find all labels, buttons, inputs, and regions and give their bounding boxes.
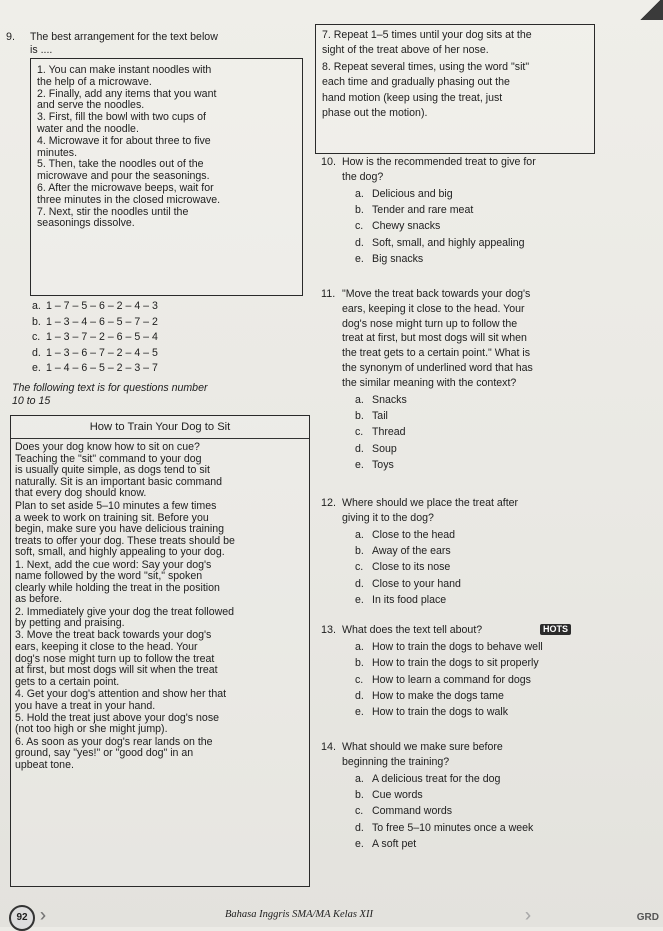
question-stem-line: What should we make sure before — [342, 741, 503, 753]
question-option-letter: b. — [355, 204, 364, 216]
question-option-letter: e. — [355, 253, 364, 266]
text-step-line: upbeat tone. — [15, 758, 74, 771]
text-step-line: 4. Get your dog's attention and show her that — [15, 687, 227, 700]
question-option-text: Delicious and big — [372, 187, 453, 200]
question-option-letter: d. — [355, 442, 364, 455]
text-step-line: as before. — [15, 593, 63, 606]
text-step-line: 5. Hold the treat just above your dog's nose — [15, 711, 220, 724]
question-number: 10. — [321, 156, 337, 168]
right-step-line: sight of the treat above of her nose. — [322, 44, 489, 57]
question-option-letter: b. — [355, 657, 364, 670]
text-paragraph2-line: Plan to set aside 5–10 minutes a few times — [15, 500, 217, 512]
question-stem-line: dog's nose might turn up to follow the — [342, 317, 518, 330]
question-stem-line: beginning the training? — [342, 755, 450, 768]
text-paragraph1-line: naturally. Sit is an important basic command — [15, 475, 223, 488]
question-option-letter: e. — [355, 459, 364, 472]
question-stem-line: ears, keeping it close to the head. Your — [342, 302, 525, 315]
right-step-line: 7. Repeat 1–5 times until your dog sits at the — [322, 29, 532, 41]
text-paragraph1-line: that every dog should know. — [15, 487, 147, 500]
question-stem-line: How is the recommended treat to give for — [342, 156, 536, 168]
text-step-line: ground, say "yes!" or "good dog" in an — [15, 747, 194, 760]
q9-stem-line1: The best arrangement for the text below — [30, 31, 218, 43]
question-option-letter: a. — [355, 772, 364, 785]
question-option-text: A delicious treat for the dog — [372, 772, 501, 785]
text-step-line: you have a treat in your hand. — [15, 699, 156, 712]
page-number: 92 — [9, 905, 35, 931]
q9-option-letter: c. — [32, 331, 41, 344]
right-steps-box — [315, 24, 595, 154]
question-stem-line: the similar meaning with the context? — [342, 376, 517, 389]
question-option-text: Close to its nose — [372, 561, 451, 574]
text-step-line: 3. Move the treat back towards your dog's — [15, 629, 212, 642]
question-stem-line: treat at first, but most dogs will sit when — [342, 332, 527, 345]
book-title: Bahasa Inggris SMA/MA Kelas XII — [225, 909, 373, 920]
question-option-letter: d. — [355, 690, 364, 702]
question-option-text: Chewy snacks — [372, 220, 441, 233]
question-option-letter: a. — [355, 393, 364, 406]
question-option-letter: a. — [355, 187, 364, 200]
text-paragraph2-line: treats to offer your dog. These treats should be — [15, 534, 235, 547]
q9-step-line: 7. Next, stir the noodles until the — [37, 205, 189, 218]
text-step-line: dog's nose might turn up to follow the treat — [15, 652, 215, 665]
text-step-line: by petting and praising. — [15, 617, 125, 630]
question-option-letter: d. — [355, 236, 364, 249]
question-stem-line: the treat gets to a certain point." What is — [342, 347, 531, 360]
right-step-line: phase out the motion). — [322, 107, 428, 119]
question-option-text: Snacks — [372, 393, 407, 406]
text-step-line: name followed by the word "sit," spoken — [15, 570, 203, 583]
question-option-text: To free 5–10 minutes once a week — [372, 821, 534, 834]
text-step-line: (not too high or she might jump). — [15, 723, 168, 736]
question-number: 13. — [321, 624, 337, 636]
q9-step-line: 2. Finally, add any items that you want — [37, 87, 217, 100]
q9-number: 9. — [6, 31, 16, 43]
question-option-letter: e. — [355, 706, 364, 719]
question-option-letter: d. — [355, 577, 364, 590]
text-step-line: ears, keeping it close to the head. Your — [15, 640, 198, 653]
q9-option-letter: a. — [32, 300, 41, 312]
hots-badge: HOTS — [540, 624, 571, 635]
q9-step-line: 6. After the microwave beeps, wait for — [37, 182, 214, 194]
right-step-line: each time and gradually phasing out the — [322, 76, 510, 89]
question-stem-line: the synonym of underlined word that has — [342, 362, 533, 374]
question-option-letter: c. — [355, 426, 364, 439]
text-paragraph1-line: is usually quite simple, as dogs tend to sit — [15, 464, 210, 477]
question-option-text: Away of the ears — [372, 545, 451, 557]
question-stem-line: What does the text tell about? — [342, 624, 483, 636]
publisher-mark: GRD — [636, 912, 659, 923]
question-option-letter: d. — [355, 821, 364, 834]
question-option-letter: a. — [355, 640, 364, 653]
question-option-letter: c. — [355, 561, 364, 574]
right-step-line: 8. Repeat several times, using the word "sit" — [322, 60, 530, 73]
question-option-text: Cue words — [372, 789, 423, 801]
text-step-line: 6. As soon as your dog's rear lands on the — [15, 735, 213, 748]
q9-option-letter: d. — [32, 346, 41, 359]
question-option-text: Soup — [372, 442, 397, 455]
text-paragraph1-line: Teaching the "sit" command to your dog — [15, 452, 202, 465]
text-step-line: clearly while holding the treat in the position — [15, 581, 220, 594]
question-number: 12. — [321, 497, 337, 509]
text-step-line: 2. Immediately give your dog the treat followed — [15, 605, 235, 618]
question-stem-line: giving it to the dog? — [342, 511, 434, 524]
title-divider — [11, 438, 309, 439]
instruction-line1: The following text is for questions number — [12, 382, 208, 394]
question-option-text: How to train the dogs to behave well — [372, 640, 543, 653]
q9-option-letter: e. — [32, 362, 41, 375]
question-option-text: Tender and rare meat — [372, 204, 474, 216]
q9-option-text: 1 – 4 – 6 – 5 – 2 – 3 – 7 — [46, 362, 158, 375]
text-paragraph2-line: soft, small, and highly appealing to your dog. — [15, 546, 225, 559]
q9-option-text: 1 – 3 – 7 – 2 – 6 – 5 – 4 — [46, 331, 158, 344]
text-step-line: gets to a certain point. — [15, 675, 120, 688]
q9-step-line: seasonings dissolve. — [37, 217, 135, 230]
text-paragraph2-line: a week to work on training sit. Before you — [15, 511, 209, 524]
question-option-text: Toys — [372, 459, 394, 472]
question-stem-line: "Move the treat back towards your dog's — [342, 288, 531, 300]
question-option-text: How to train the dogs to walk — [372, 706, 509, 719]
question-option-text: Soft, small, and highly appealing — [372, 236, 525, 249]
question-number: 14. — [321, 741, 337, 753]
question-stem-line: the dog? — [342, 170, 384, 183]
q9-option-text: 1 – 3 – 6 – 7 – 2 – 4 – 5 — [46, 346, 158, 359]
question-option-letter: b. — [355, 410, 364, 422]
question-option-text: Command words — [372, 805, 453, 818]
text-paragraph1-line: Does your dog know how to sit on cue? — [15, 441, 200, 453]
question-option-text: Close to your hand — [372, 577, 461, 590]
text-step-line: at first, but most dogs will sit when the treat — [15, 664, 218, 677]
question-option-letter: a. — [355, 528, 364, 541]
text-paragraph2-line: begin, make sure you have delicious training — [15, 523, 225, 536]
page-corner-mark — [637, 0, 663, 20]
question-option-text: How to make the dogs tame — [372, 690, 504, 702]
q9-stem-line2: is .... — [30, 44, 53, 56]
reading-text-box — [10, 415, 310, 887]
question-option-text: How to learn a command for dogs — [372, 673, 531, 686]
q9-step-line: the help of a microwave. — [37, 75, 152, 88]
question-option-text: Big snacks — [372, 253, 424, 266]
right-step-line: hand motion (keep using the treat, just — [322, 91, 503, 104]
q9-step-line: water and the noodle. — [37, 122, 139, 135]
q9-step-line: 3. First, fill the bowl with two cups of — [37, 111, 206, 124]
q9-option-text: 1 – 3 – 4 – 6 – 5 – 7 – 2 — [46, 315, 158, 328]
q9-option-text: 1 – 7 – 5 – 6 – 2 – 4 – 3 — [46, 300, 158, 312]
question-option-letter: e. — [355, 838, 364, 851]
question-number: 11. — [321, 288, 336, 300]
question-option-letter: b. — [355, 545, 364, 557]
question-option-letter: c. — [355, 220, 364, 233]
question-option-letter: c. — [355, 805, 364, 818]
question-option-text: Thread — [372, 426, 406, 439]
q9-step-line: 4. Microwave it for about three to five — [37, 134, 211, 147]
q9-step-line: 5. Then, take the noodles out of the — [37, 158, 204, 171]
q9-steps-box — [30, 58, 303, 296]
instruction-line2: 10 to 15 — [12, 395, 51, 407]
q9-step-line: minutes. — [37, 146, 78, 159]
q9-step-line: 1. You can make instant noodles with — [37, 64, 212, 76]
question-option-text: How to train the dogs to sit properly — [372, 657, 539, 670]
question-option-letter: b. — [355, 789, 364, 801]
text-title: How to Train Your Dog to Sit — [89, 421, 231, 433]
text-step-line: 1. Next, add the cue word: Say your dog's — [15, 558, 212, 571]
q9-step-line: microwave and pour the seasonings. — [37, 170, 210, 183]
q9-step-line: three minutes in the closed microwave. — [37, 193, 221, 206]
question-option-text: A soft pet — [372, 838, 417, 851]
question-option-letter: c. — [355, 673, 364, 686]
question-stem-line: Where should we place the treat after — [342, 497, 519, 509]
q9-option-letter: b. — [32, 315, 41, 328]
question-option-text: In its food place — [372, 594, 447, 607]
q9-step-line: and serve the noodles. — [37, 99, 145, 112]
question-option-text: Tail — [372, 410, 388, 422]
question-option-letter: e. — [355, 594, 364, 607]
question-option-text: Close to the head — [372, 528, 456, 541]
